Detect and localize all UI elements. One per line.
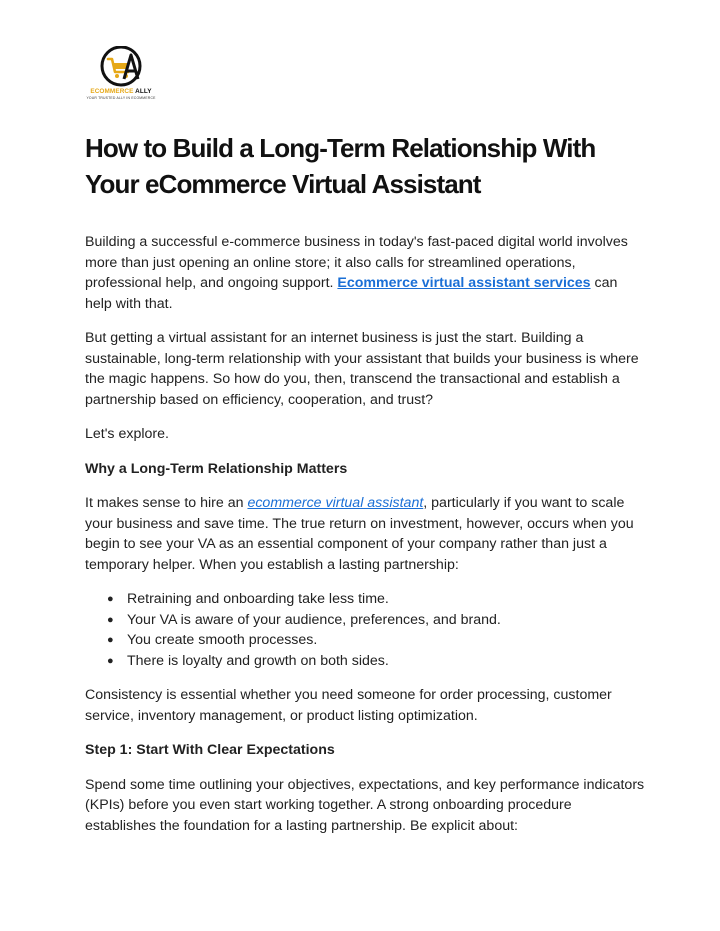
logo-tagline: YOUR TRUSTED ALLY IN ECOMMERCE	[86, 96, 156, 100]
section1-closing: Consistency is essential whether you need someone for order processing, customer service, inventory management, or product listing optimization.	[85, 687, 612, 724]
page-title: How to Build a Long-Term Relationship With Your eCommerce Virtual Assistant	[85, 133, 596, 199]
ecommerce-va-services-link[interactable]: Ecommerce virtual assistant services	[337, 275, 591, 291]
section2-paragraph: Spend some time outlining your objectives, expectations, and key performance indicators (KPIs) before you even start working together. A strong onboarding procedure establishes the foundation for a lasting partnership. Be explicit about:	[85, 776, 645, 834]
list-item: ● There is loyalty and growth on both sides.	[107, 651, 645, 672]
section-heading-why: Why a Long-Term Relationship Matters	[85, 460, 348, 477]
list-item: ● Retraining and onboarding take less time.	[107, 589, 645, 610]
company-logo	[86, 46, 156, 108]
paragraph-2: But getting a virtual assistant for an internet business is just the start. Building a sustainable, long-term relationship with your assistant that builds your business is where the magic happens. So how do you, then, transcend the transactional and establish a partnership based on efficiency, cooperation, and trust?	[85, 330, 639, 408]
section1-paragraph	[85, 493, 645, 575]
list-item: ● Your VA is aware of your audience, preferences, and brand.	[107, 610, 645, 631]
section-heading-step1: Step 1: Start With Clear Expectations	[85, 742, 335, 758]
section1-text-after: , particularly if you want to scale your business and save time. The true return on investment, however, occurs when you begin to see your VA as an essential component of your company rather than just a temporary helper. When you establish a lasting partnership:	[85, 495, 634, 573]
intro-text-before: Building a successful e-commerce business in today's fast-paced digital world involves more than just opening an online store; it also calls for streamlined operations, professional help, and ongoing support.	[85, 234, 628, 291]
document-body	[85, 130, 645, 836]
cart-logo-icon	[86, 46, 156, 90]
logo-wordmark	[86, 88, 156, 95]
ecommerce-va-link[interactable]: ecommerce virtual assistant	[247, 495, 424, 511]
section1-text-before: It makes sense to hire an	[85, 495, 248, 511]
logo-wordmark-part1: ECOMMERCE	[90, 88, 134, 95]
intro-paragraph	[85, 232, 645, 314]
intro-text-after: can help with that.	[85, 275, 618, 312]
logo-wordmark-part2: ALLY	[133, 88, 152, 95]
paragraph-3: Let's explore.	[85, 426, 169, 442]
list-item: ● You create smooth processes.	[107, 630, 645, 651]
benefits-list	[85, 589, 645, 671]
